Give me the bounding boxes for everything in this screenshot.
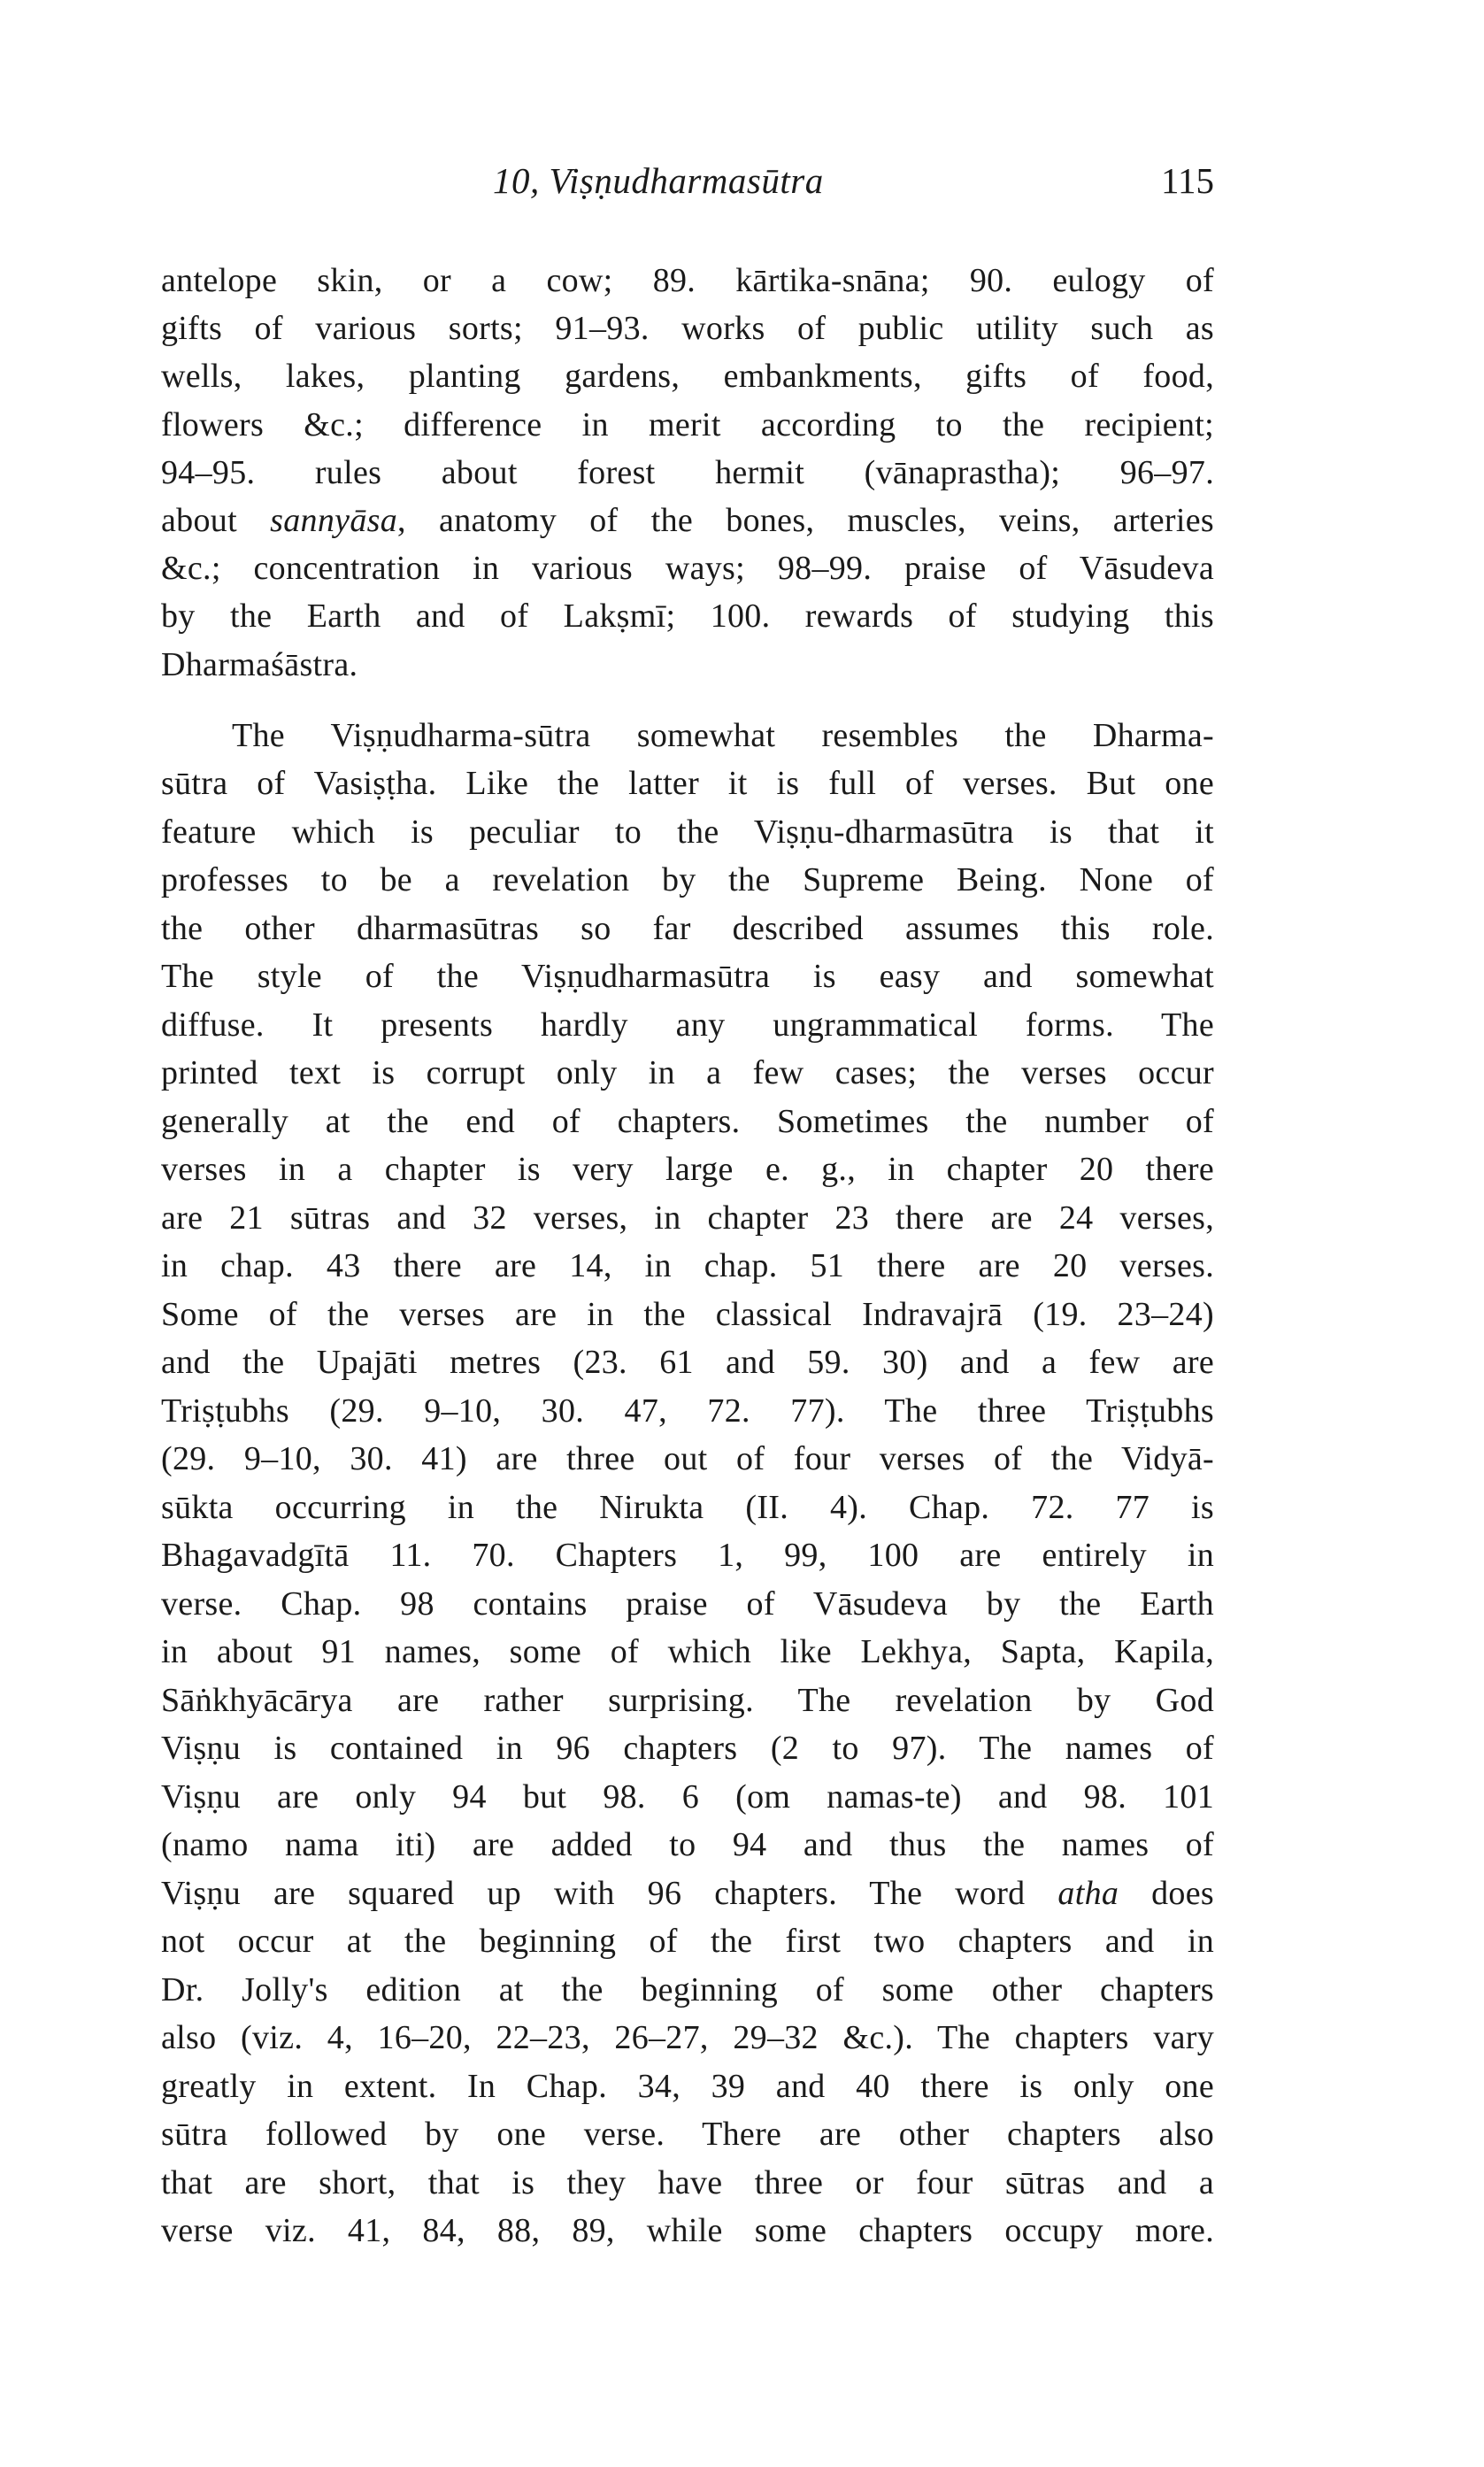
text-line: also (viz. 4, 16–20, 22–23, 26–27, 29–32 &c.). The chapters vary: [161, 2019, 1214, 2057]
text-line: that are short, that is they have three or four sūtras and a: [161, 2163, 1214, 2201]
text-line: wells, lakes, planting gardens, embankments, gifts of food,: [161, 358, 1214, 396]
page-number: 115: [1161, 160, 1214, 201]
text-line: not occur at the beginning of the first two chapters and in: [161, 1923, 1214, 1961]
text-line: flowers &c.; difference in merit according to the recipient;: [161, 405, 1214, 443]
text-line: the other dharmasūtras so far described assumes this role.: [161, 909, 1214, 947]
text-line: Some of the verses are in the classical Indravajrā (19. 23–24): [161, 1295, 1214, 1333]
text-line: &c.; concentration in various ways; 98–99. praise of Vāsudeva: [161, 550, 1214, 588]
paragraph-summary: [161, 257, 1214, 689]
paragraph-gap: [161, 689, 1214, 712]
text-line: verses in a chapter is very large e. g., in chapter 20 there: [161, 1151, 1214, 1189]
text-line: feature which is peculiar to the Viṣṇu-dharmasūtra is that it: [161, 813, 1214, 851]
text-line: verse. Chap. 98 contains praise of Vāsudeva by the Earth: [161, 1584, 1214, 1623]
text-line: and the Upajāti metres (23. 61 and 59. 30) and a few are: [161, 1344, 1214, 1382]
text-line: professes to be a revelation by the Supreme Being. None of: [161, 861, 1214, 899]
text-line: Viṣṇu is contained in 96 chapters (2 to 97). The names of: [161, 1730, 1214, 1768]
text-line: generally at the end of chapters. Sometimes the number of: [161, 1102, 1214, 1140]
text-line: 94–95. rules about forest hermit (vānaprastha); 96–97.: [161, 453, 1214, 491]
text-line: sūtra followed by one verse. There are other chapters also: [161, 2116, 1214, 2154]
text-line: Dr. Jolly's edition at the beginning of some other chapters: [161, 1970, 1214, 2008]
text-line: (namo nama iti) are added to 94 and thus the names of: [161, 1826, 1214, 1864]
text-line: The style of the Viṣṇudharmasūtra is easy and somewhat: [161, 958, 1214, 996]
text-line: Triṣṭubhs (29. 9–10, 30. 47, 72. 77). The three Triṣṭubhs: [161, 1392, 1214, 1430]
text-line: Dharmaśāstra.: [161, 645, 358, 683]
text-line: sūkta occurring in the Nirukta (II. 4). Chap. 72. 77 is: [161, 1488, 1214, 1526]
text-line: gifts of various sorts; 91–93. works of public utility such as: [161, 310, 1214, 348]
paragraph-description: [161, 712, 1214, 2255]
text-line: sūtra of Vasiṣṭha. Like the latter it is full of verses. But one: [161, 765, 1214, 803]
text-line: Viṣṇu are squared up with 96 chapters. The word atha does: [161, 1874, 1214, 1912]
text-line: (29. 9–10, 30. 41) are three out of four verses of the Vidyā-: [161, 1440, 1214, 1478]
text-line: in about 91 names, some of which like Lekhya, Sapta, Kapila,: [161, 1633, 1214, 1671]
running-head: 10, Viṣṇudharmasūtra: [493, 160, 824, 201]
text-line: printed text is corrupt only in a few cases; the verses occur: [161, 1054, 1214, 1092]
text-line: The Viṣṇudharma-sūtra somewhat resembles the Dharma-: [232, 716, 1214, 754]
text-line: greatly in extent. In Chap. 34, 39 and 40 there is only one: [161, 2067, 1214, 2105]
body-text: [161, 257, 1214, 2255]
text-line: diffuse. It presents hardly any ungrammatical forms. The: [161, 1006, 1214, 1044]
text-line: Sāṅkhyācārya are rather surprising. The revelation by God: [161, 1681, 1214, 1719]
text-line: by the Earth and of Lakṣmī; 100. rewards of studying this: [161, 597, 1214, 636]
text-line: Viṣṇu are only 94 but 98. 6 (om namas-te) and 98. 101: [161, 1777, 1214, 1816]
text-line: antelope skin, or a cow; 89. kārtika-snāna; 90. eulogy of: [161, 262, 1214, 299]
text-line: verse viz. 41, 84, 88, 89, while some chapters occupy more.: [161, 2212, 1214, 2250]
page-header: [161, 159, 1214, 209]
text-line: are 21 sūtras and 32 verses, in chapter 23 there are 24 verses,: [161, 1199, 1214, 1237]
text-line: in chap. 43 there are 14, in chap. 51 there are 20 verses.: [161, 1247, 1214, 1285]
text-line: Bhagavadgītā 11. 70. Chapters 1, 99, 100 are entirely in: [161, 1537, 1214, 1575]
text-line: about sannyāsa, anatomy of the bones, muscles, veins, arteries: [161, 501, 1214, 539]
